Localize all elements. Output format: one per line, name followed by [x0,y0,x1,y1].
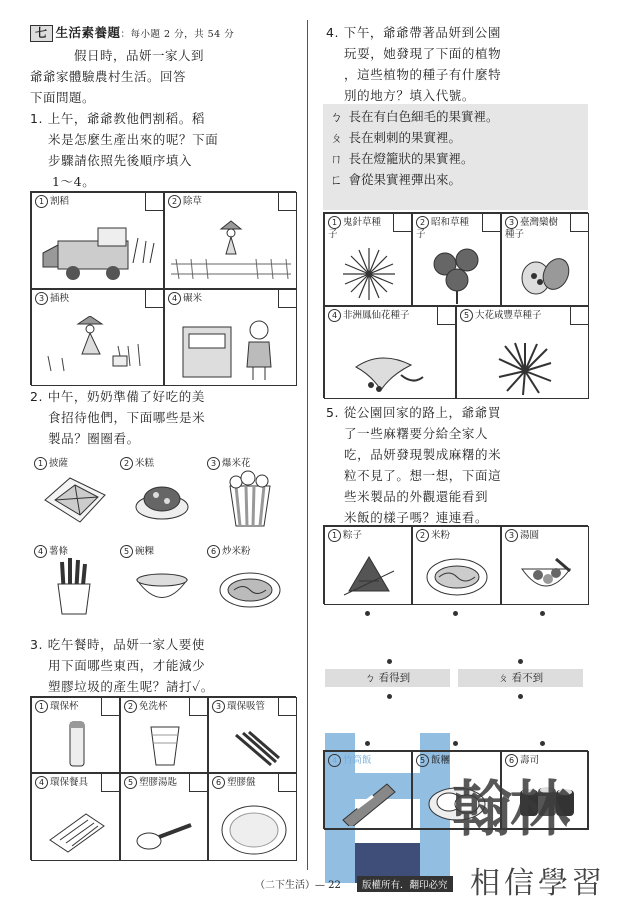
answer-box[interactable] [278,290,296,308]
question-5 [326,402,596,528]
plastic-plate-icon [219,802,289,857]
bidens-seed-icon [495,341,555,396]
check-box[interactable] [278,774,296,792]
question-text: 步驟請依照先後順序填入 [48,153,193,168]
q4-option: 3 臺灣欒樹種子 [501,213,589,306]
intro-line: 下面問題。 [30,90,96,105]
answer-box[interactable] [145,290,163,308]
q5-option: 5 飯糰 [412,751,501,830]
check-box[interactable] [189,698,207,716]
reusable-cup-icon [62,720,92,770]
watermark-slogan: 相信學習 [470,866,606,901]
q4-option: 5 大花咸豐草種子 [456,306,589,399]
question-text: 些米製品的外觀還能看到 [344,489,489,504]
question-text: 塑膠垃圾的產生呢？請打✓。 [48,679,214,694]
question-number: 4. [326,25,340,40]
copyright-tag: 版權所有．翻印必究 [357,876,453,892]
connect-dot[interactable] [518,659,523,664]
answer-box[interactable] [482,214,500,232]
connect-dot[interactable] [540,611,545,616]
q2-option[interactable]: 4 薯條 [34,543,68,558]
q1-grid [30,191,296,385]
q3-option: 1 環保杯 [31,697,120,773]
planting-icon [38,316,158,381]
connect-dot[interactable] [518,694,523,699]
question-text: 食招待他們，下面哪些是米 [48,410,206,425]
q3-option: 5 塑膠湯匙 [120,773,208,861]
question-text: 粒不見了。想一想，下面這 [344,468,502,483]
plastic-spoon-icon [135,819,195,854]
impatiens-seed-icon [351,345,431,395]
question-text: 製品？圈圈看。 [48,431,140,446]
beggarticks-seed-icon [339,246,399,301]
q3-option: 3 環保吸管 [208,697,297,773]
intro-line: 爺爺家體驗農村生活。回答 [30,69,187,84]
question-number: 5. [326,405,340,420]
bamboo-rice-icon [337,776,397,826]
q5-option: 1 粽子 [324,526,412,605]
question-text: 了一些麻糬要分給全家人 [344,426,489,441]
q3-option: 2 免洗杯 [120,697,208,773]
q5-option: 2 米粉 [412,526,501,605]
cutlery-set-icon [46,810,108,855]
connect-dot[interactable] [387,659,392,664]
q3-option: 6 塑膠盤 [208,773,297,861]
q1-option: 2 除草 [164,192,297,289]
question-text: 1～4。 [52,174,96,189]
question-text: 上午，爺爺教他們割稻。稻 [47,111,205,126]
choice-item: ㄆ 長在刺刺的果實裡。 [330,130,462,145]
answer-box[interactable] [145,193,163,211]
fries-icon [50,556,100,618]
connect-dot[interactable] [365,611,370,616]
q3-option: 4 環保餐具 [31,773,120,861]
q1-option: 4 碾米 [164,289,297,386]
question-text: 米飯的樣子嗎？連連看。 [344,510,489,525]
choice-item: ㄇ 長在燈籠狀的果實裡。 [330,151,474,166]
watermark-brand: 翰林 [452,775,568,845]
section-points: ：每小題 2 分，共 54 分 [120,29,235,40]
goldenrain-tree-seed-icon [516,252,576,297]
connect-dot[interactable] [540,741,545,746]
zongzi-icon [339,551,399,599]
connect-dot[interactable] [387,694,392,699]
q4-choice-list [330,106,586,190]
section-title: 生活素養題 [55,25,121,40]
column-divider [307,20,308,870]
rice-noodles-icon [425,555,489,599]
q4-grid [323,212,588,398]
popcorn-icon [220,468,280,530]
harvester-icon [38,223,158,283]
q4-option: 2 昭和草種子 [412,213,501,306]
check-box[interactable] [101,698,119,716]
question-number: 1. [30,111,44,126]
q2-option[interactable]: 5 碗粿 [120,543,154,558]
page-number: （二下生活）— 22 [255,880,341,891]
check-box[interactable] [101,774,119,792]
question-number: 3. [30,637,44,652]
question-text: ，這些植物的種子有什麼特 [344,67,502,82]
answer-box[interactable] [570,307,588,325]
question-text: 用下面哪些東西，才能減少 [48,658,206,673]
rice-mill-icon [171,312,291,382]
question-4 [326,22,596,106]
fried-noodles-icon [218,568,282,613]
question-text: 吃午餐時，品妍一家人要使 [47,637,205,652]
savory-rice-pudding-icon [132,565,192,615]
q1-option: 1 割稻 [31,192,164,289]
q4-option: 4 非洲鳳仙花種子 [324,306,456,399]
answer-box[interactable] [393,214,411,232]
disposable-cup-icon [147,723,183,768]
q5-option: 3 湯圓 [501,526,589,605]
can-see-label: ㄅ 看得到 [325,669,450,687]
intro-line: 假日時，品妍一家人到 [74,48,205,63]
q5-option: 6 壽司 [501,751,589,830]
q4-option: 1 鬼針草種子 [324,213,412,306]
question-text: 別的地方？填入代號。 [344,88,476,103]
straw-icon [231,730,281,770]
q1-option: 3 插秧 [31,289,164,386]
section-header [30,22,300,108]
choice-item: ㄅ 長在有白色細毛的果實裡。 [330,109,499,124]
question-3 [30,634,300,697]
weeding-icon [171,219,291,284]
question-text: 米是怎麼生產出來的呢？下面 [48,132,219,147]
rice-cake-icon [132,475,192,530]
question-text: 吃，品妍發現製成麻糬的米 [344,447,502,462]
question-2 [30,386,300,449]
q5-top-grid [323,525,588,604]
choice-item: ㄈ 會從果實裡彈出來。 [330,172,462,187]
question-number: 2. [30,389,44,404]
q2-option[interactable]: 6 炒米粉 [207,543,251,558]
answer-box[interactable] [437,307,455,325]
q2-option[interactable]: 3 爆米花 [207,455,251,470]
question-1 [30,108,300,192]
answer-box[interactable] [570,214,588,232]
q2-option[interactable]: 1 披薩 [34,455,68,470]
connect-dot[interactable] [453,611,458,616]
q3-grid [30,696,296,860]
tangyuan-icon [516,553,576,601]
question-text: 玩耍，她發現了下面的植物 [344,46,502,61]
check-box[interactable] [189,774,207,792]
section-badge: 七 [30,25,53,42]
question-text: 中午，奶奶準備了好吃的美 [47,389,205,404]
question-text: 下午，爺爺帶著品妍到公園 [343,25,501,40]
fireweed-seed-icon [427,246,487,304]
answer-box[interactable] [278,193,296,211]
cannot-see-label: ㄆ 看不到 [458,669,583,687]
q2-option[interactable]: 2 米糕 [120,455,154,470]
pizza-icon [40,470,110,530]
question-text: 從公園回家的路上，爺爺買 [343,405,501,420]
check-box[interactable] [278,698,296,716]
q5-option: 4 竹筒飯 [324,751,412,830]
